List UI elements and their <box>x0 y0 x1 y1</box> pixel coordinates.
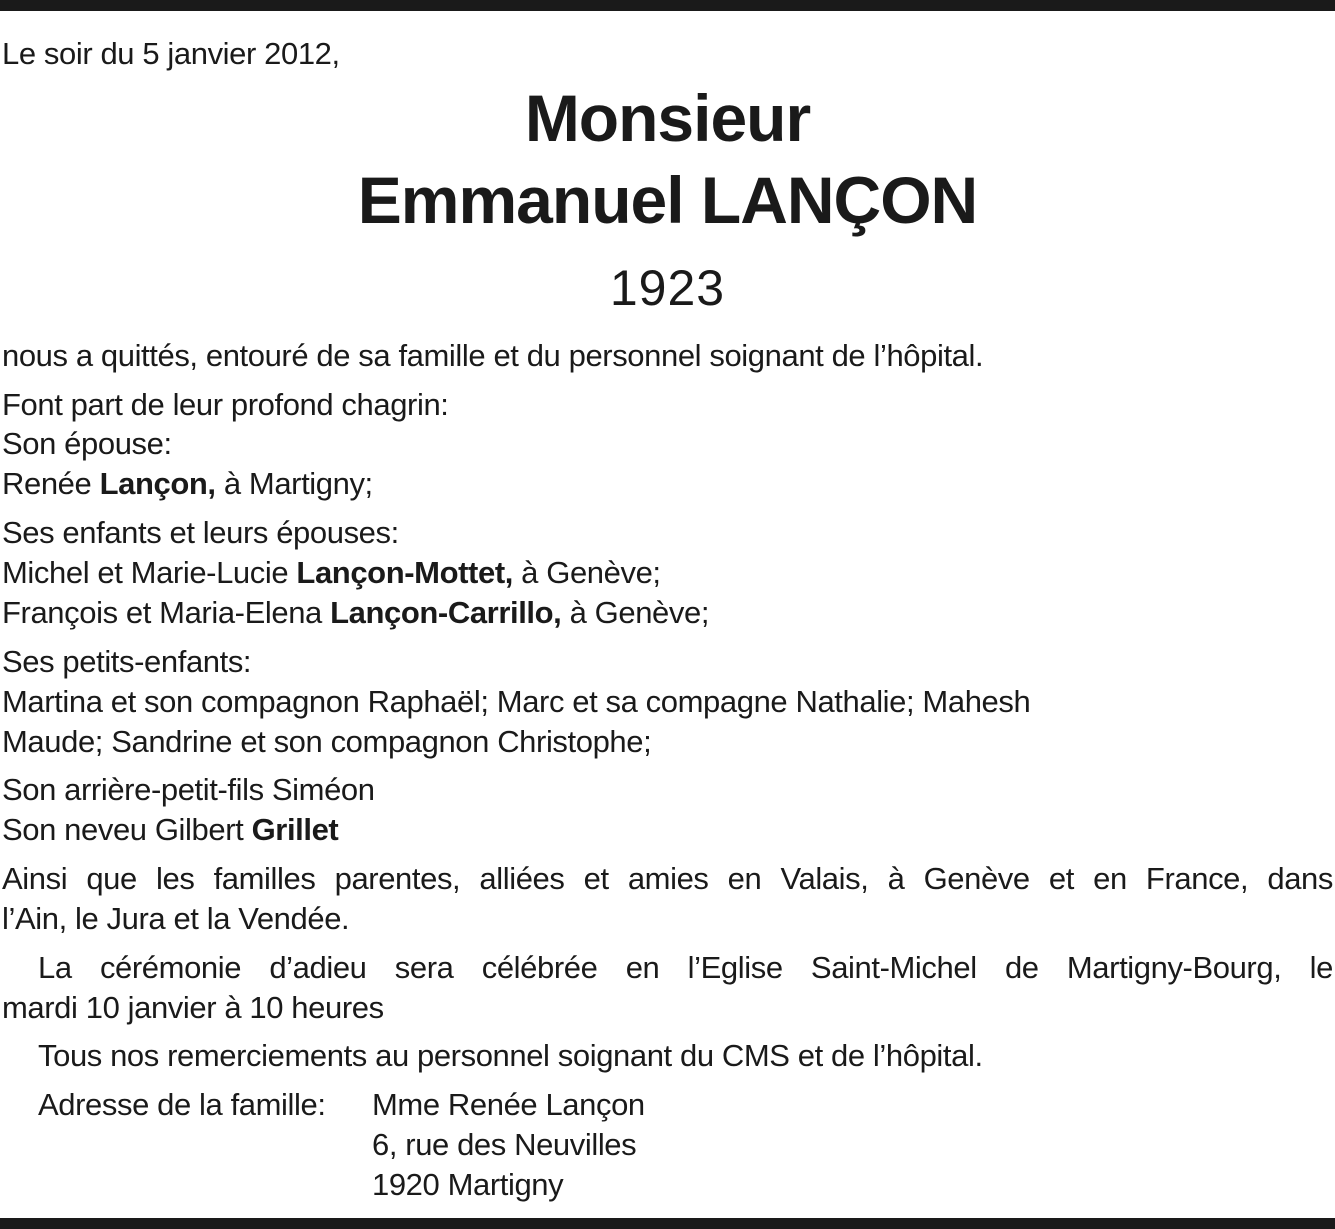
grandchildren-line: Maude; Sandrine et son compagnon Christophe; <box>2 724 652 759</box>
thanks-line: Tous nos remerciements au personnel soignant du CMS et de l’hôpital. <box>38 1038 983 1073</box>
ceremony-line: mardi 10 janvier à 10 heures <box>2 990 384 1025</box>
nephew-last-name: Grillet <box>251 812 339 847</box>
address-line: 1920 Martigny <box>372 1167 564 1202</box>
announcement: Font part de leur profond chagrin: <box>2 387 449 422</box>
children-heading: Ses enfants et leurs épouses: <box>2 515 399 550</box>
child-last-name: Lançon-Mottet, <box>296 555 513 590</box>
bottom-rule <box>0 1218 1335 1229</box>
nephew-entry <box>2 810 338 850</box>
child-entry <box>2 593 709 633</box>
address-label: Adresse de la famille: <box>38 1087 326 1122</box>
child-place: à Genève; <box>512 555 661 590</box>
child-place: à Genève; <box>561 595 710 630</box>
passing-statement: nous a quittés, entouré de sa famille et du personnel soignant de l’hôpital. <box>2 338 984 373</box>
great-grandson: Son arrière-petit-fils Siméon <box>2 772 375 807</box>
address-line: Mme Renée Lançon <box>372 1087 645 1122</box>
address-line: 6, rue des Neuvilles <box>372 1127 637 1162</box>
grandchildren-heading: Ses petits-enfants: <box>2 644 252 679</box>
spouse-heading: Son épouse: <box>2 426 172 461</box>
spouse-last-name: Lançon, <box>99 466 216 501</box>
child-first-names: François et Maria-Elena <box>2 595 331 630</box>
grandchildren-line: Martina et son compagnon Raphaël; Marc et sa compagne Nathalie; Mahesh <box>2 684 1031 719</box>
child-entry <box>2 553 661 593</box>
spouse-first-name: Renée <box>2 466 100 501</box>
birth-year: 1923 <box>609 260 726 316</box>
child-last-name: Lançon-Carrillo, <box>330 595 562 630</box>
nephew-first-name: Son neveu Gilbert <box>2 812 252 847</box>
title-honorific: Monsieur <box>524 81 811 155</box>
families-line: Ainsi que les familles parentes, alliées et amies en Valais, à Genève et en France, dans <box>2 861 1333 896</box>
child-first-names: Michel et Marie-Lucie <box>2 555 297 590</box>
ceremony-line: La cérémonie d’adieu sera célébrée en l’Eglise Saint-Michel de Martigny-Bourg, le <box>38 950 1333 985</box>
families-line: l’Ain, le Jura et la Vendée. <box>2 901 350 936</box>
spouse-entry <box>2 464 373 504</box>
spouse-place: à Martigny; <box>215 466 373 501</box>
date-line: Le soir du 5 janvier 2012, <box>2 36 340 71</box>
top-rule <box>0 0 1335 11</box>
deceased-name: Emmanuel LANÇON <box>357 163 978 237</box>
